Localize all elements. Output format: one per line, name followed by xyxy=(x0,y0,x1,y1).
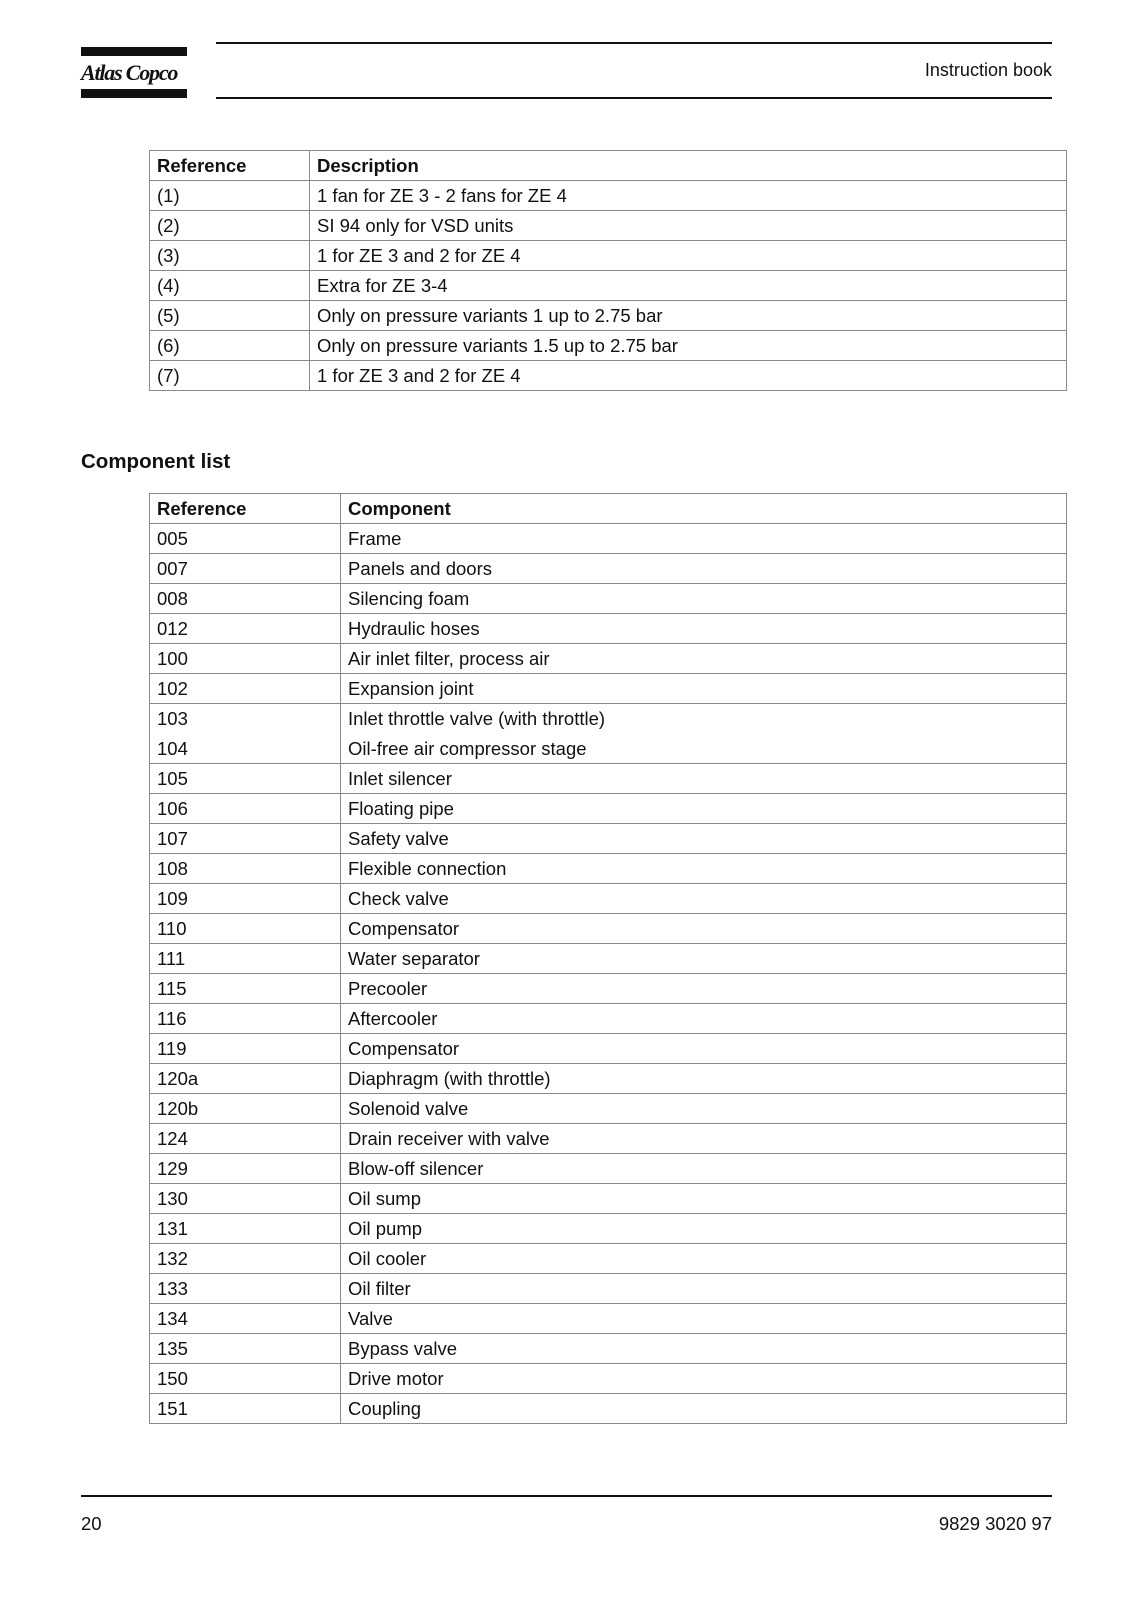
header-rule-top xyxy=(216,42,1052,44)
component-row xyxy=(150,974,1067,1004)
document-number: 9829 3020 97 xyxy=(938,1513,1052,1534)
description-cell: 1 for ZE 3 and 2 for ZE 4 xyxy=(310,361,1067,391)
component-cell: Bypass valve xyxy=(341,1334,1067,1364)
reference-cell: 107 xyxy=(150,824,341,854)
reference-cell: 129 xyxy=(150,1154,341,1184)
component-cell: Hydraulic hoses xyxy=(341,614,1067,644)
component-row xyxy=(150,884,1067,914)
component-row xyxy=(150,614,1067,644)
reference-cell: 008 xyxy=(150,584,341,614)
component-row xyxy=(150,1094,1067,1124)
reference-cell: 131 xyxy=(150,1214,341,1244)
component-row xyxy=(150,584,1067,614)
reference-cell: 105 xyxy=(150,764,341,794)
component-cell: Floating pipe xyxy=(341,794,1067,824)
notes-row xyxy=(150,181,1067,211)
reference-cell: (4) xyxy=(150,271,310,301)
component-row xyxy=(150,1304,1067,1334)
header-title: Instruction book xyxy=(924,60,1052,80)
component-cell: Oil cooler xyxy=(341,1244,1067,1274)
reference-cell: 133 xyxy=(150,1274,341,1304)
reference-cell: 100 xyxy=(150,644,341,674)
component-cell: Diaphragm (with throttle) xyxy=(341,1064,1067,1094)
component-row xyxy=(150,1064,1067,1094)
component-table-header-row xyxy=(150,494,1067,524)
component-row xyxy=(150,1334,1067,1364)
notes-row xyxy=(150,331,1067,361)
component-cell: Drain receiver with valve xyxy=(341,1124,1067,1154)
notes-row xyxy=(150,211,1067,241)
component-row xyxy=(150,554,1067,584)
component-cell: Inlet throttle valve (with throttle) xyxy=(341,704,1067,734)
logo-bar-top xyxy=(81,47,187,56)
component-cell: Precooler xyxy=(341,974,1067,1004)
component-column-header: Component xyxy=(341,494,1067,524)
reference-cell: 115 xyxy=(150,974,341,1004)
component-row xyxy=(150,854,1067,884)
component-cell: Coupling xyxy=(341,1394,1067,1424)
component-row xyxy=(150,794,1067,824)
component-cell: Water separator xyxy=(341,944,1067,974)
component-cell: Oil sump xyxy=(341,1184,1067,1214)
component-row xyxy=(150,1184,1067,1214)
component-table xyxy=(149,493,1067,1424)
notes-table xyxy=(149,150,1067,391)
reference-cell: 012 xyxy=(150,614,341,644)
reference-cell: (5) xyxy=(150,301,310,331)
component-cell: Compensator xyxy=(341,914,1067,944)
reference-cell: 103 xyxy=(150,704,341,734)
component-row xyxy=(150,1034,1067,1064)
component-row xyxy=(150,1274,1067,1304)
reference-cell: 005 xyxy=(150,524,341,554)
reference-cell: (2) xyxy=(150,211,310,241)
component-cell: Oil filter xyxy=(341,1274,1067,1304)
reference-cell: 104 xyxy=(150,734,341,764)
notes-row xyxy=(150,241,1067,271)
component-row xyxy=(150,1244,1067,1274)
reference-cell: 109 xyxy=(150,884,341,914)
component-cell: Solenoid valve xyxy=(341,1094,1067,1124)
component-cell: Valve xyxy=(341,1304,1067,1334)
component-cell: Check valve xyxy=(341,884,1067,914)
component-cell: Drive motor xyxy=(341,1364,1067,1394)
reference-cell: 150 xyxy=(150,1364,341,1394)
notes-column-header: Description xyxy=(310,151,1067,181)
component-cell: Safety valve xyxy=(341,824,1067,854)
description-cell: Extra for ZE 3-4 xyxy=(310,271,1067,301)
description-cell: Only on pressure variants 1.5 up to 2.75 bar xyxy=(310,331,1067,361)
reference-cell: 116 xyxy=(150,1004,341,1034)
component-row xyxy=(150,1124,1067,1154)
reference-cell: 130 xyxy=(150,1184,341,1214)
component-cell: Silencing foam xyxy=(341,584,1067,614)
component-row xyxy=(150,704,1067,734)
reference-cell: 120a xyxy=(150,1064,341,1094)
reference-cell: 106 xyxy=(150,794,341,824)
component-row xyxy=(150,914,1067,944)
component-row xyxy=(150,1394,1067,1424)
component-cell: Inlet silencer xyxy=(341,764,1067,794)
component-cell: Panels and doors xyxy=(341,554,1067,584)
component-cell: Frame xyxy=(341,524,1067,554)
component-row xyxy=(150,764,1067,794)
component-column-header: Reference xyxy=(150,494,341,524)
notes-row xyxy=(150,361,1067,391)
component-cell: Compensator xyxy=(341,1034,1067,1064)
reference-cell: (3) xyxy=(150,241,310,271)
reference-cell: 102 xyxy=(150,674,341,704)
component-row xyxy=(150,824,1067,854)
component-row xyxy=(150,944,1067,974)
component-cell: Aftercooler xyxy=(341,1004,1067,1034)
component-cell: Air inlet filter, process air xyxy=(341,644,1067,674)
component-row xyxy=(150,1004,1067,1034)
footer-rule xyxy=(81,1495,1052,1497)
description-cell: Only on pressure variants 1 up to 2.75 bar xyxy=(310,301,1067,331)
notes-column-header: Reference xyxy=(150,151,310,181)
notes-row xyxy=(150,301,1067,331)
component-cell: Flexible connection xyxy=(341,854,1067,884)
description-cell: SI 94 only for VSD units xyxy=(310,211,1067,241)
notes-table-header-row xyxy=(150,151,1067,181)
section-heading: Component list xyxy=(81,450,231,473)
logo-bar-bottom xyxy=(81,89,187,98)
component-cell: Blow-off silencer xyxy=(341,1154,1067,1184)
page-number: 20 xyxy=(81,1513,102,1534)
component-cell: Oil pump xyxy=(341,1214,1067,1244)
header-rule-bottom xyxy=(216,97,1052,99)
component-cell: Expansion joint xyxy=(341,674,1067,704)
reference-cell: 134 xyxy=(150,1304,341,1334)
reference-cell: 135 xyxy=(150,1334,341,1364)
component-row xyxy=(150,1214,1067,1244)
notes-row xyxy=(150,271,1067,301)
reference-cell: (7) xyxy=(150,361,310,391)
reference-cell: 007 xyxy=(150,554,341,584)
reference-cell: 111 xyxy=(150,944,341,974)
component-row xyxy=(150,644,1067,674)
reference-cell: 132 xyxy=(150,1244,341,1274)
component-row xyxy=(150,524,1067,554)
reference-cell: 108 xyxy=(150,854,341,884)
component-row xyxy=(150,1154,1067,1184)
component-row xyxy=(150,734,1067,764)
component-row xyxy=(150,1364,1067,1394)
logo-wordmark: Atlas Copco xyxy=(81,60,178,85)
reference-cell: 119 xyxy=(150,1034,341,1064)
component-cell: Oil-free air compressor stage xyxy=(341,734,1067,764)
component-row xyxy=(150,674,1067,704)
reference-cell: (6) xyxy=(150,331,310,361)
description-cell: 1 for ZE 3 and 2 for ZE 4 xyxy=(310,241,1067,271)
reference-cell: 151 xyxy=(150,1394,341,1424)
reference-cell: 124 xyxy=(150,1124,341,1154)
reference-cell: 120b xyxy=(150,1094,341,1124)
description-cell: 1 fan for ZE 3 - 2 fans for ZE 4 xyxy=(310,181,1067,211)
atlas-copco-logo xyxy=(81,47,187,99)
reference-cell: 110 xyxy=(150,914,341,944)
reference-cell: (1) xyxy=(150,181,310,211)
